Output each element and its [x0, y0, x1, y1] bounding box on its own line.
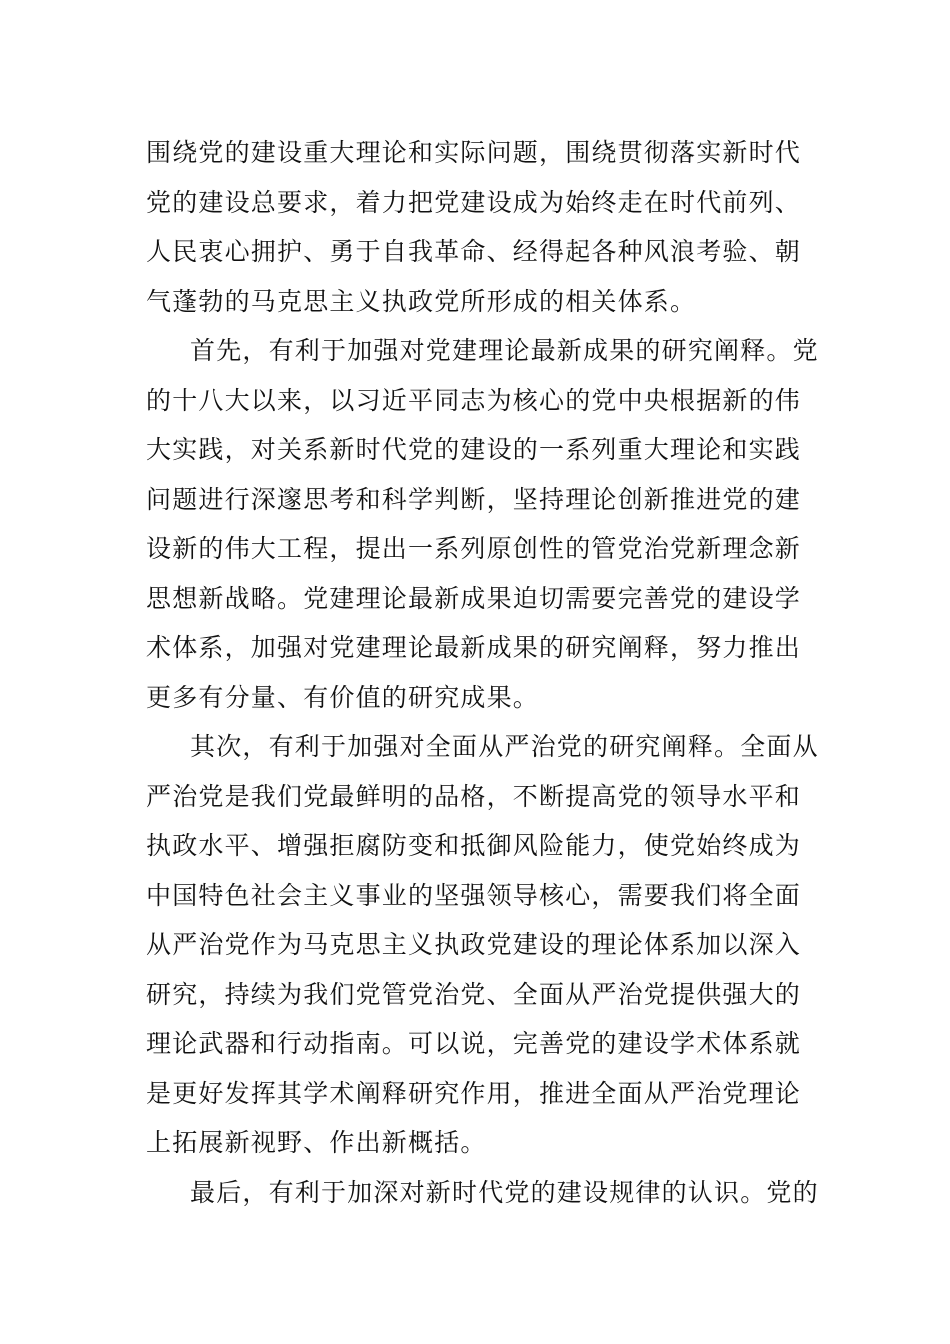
paragraph-1: [146, 128, 811, 326]
text-line: 是更好发挥其学术阐释研究作用，推进全面从严治党理论: [146, 1078, 802, 1108]
text-line: 气蓬勃的马克思主义执政党所形成的相关体系。: [146, 286, 697, 316]
text-line: 设新的伟大工程，提出一系列原创性的管党治党新理念新: [146, 534, 802, 563]
text-line: 大实践，对关系新时代党的建设的一系列重大理论和实践: [146, 435, 802, 464]
text-line: 术体系，加强对党建理论最新成果的研究阐释，努力推出: [146, 633, 802, 662]
text-line: 上拓展新视野、作出新概括。: [146, 1128, 487, 1157]
text-line: 问题进行深邃思考和科学判断，坚持理论创新推进党的建: [146, 484, 802, 514]
text-line: 首先，有利于加强对党建理论最新成果的研究阐释。党: [190, 336, 819, 365]
text-line: 围绕党的建设重大理论和实际问题，围绕贯彻落实新时代: [146, 138, 802, 167]
text-line: 其次，有利于加强对全面从严治党的研究阐释。全面从: [190, 732, 819, 761]
text-line: 执政水平、增强拒腐防变和抵御风险能力，使党始终成为: [146, 831, 802, 860]
text-line: 更多有分量、有价值的研究成果。: [146, 682, 540, 712]
text-line: 思想新战略。党建理论最新成果迫切需要完善党的建设学: [146, 583, 802, 613]
text-line: 严治党是我们党最鲜明的品格，不断提高党的领导水平和: [146, 781, 802, 811]
text-line: 最后，有利于加深对新时代党的建设规律的认识。党的: [190, 1177, 819, 1207]
text-line: 中国特色社会主义事业的坚强领导核心，需要我们将全面: [146, 880, 802, 910]
paragraph-4: [146, 1168, 819, 1218]
text-line: 理论武器和行动指南。可以说，完善党的建设学术体系就: [146, 1029, 802, 1058]
document-body: [146, 128, 819, 1217]
text-line: 从严治党作为马克思主义执政党建设的理论体系加以深入: [146, 930, 802, 959]
paragraph-3: [146, 722, 819, 1168]
text-line: 的十八大以来，以习近平同志为核心的党中央根据新的伟: [146, 385, 802, 415]
paragraph-2: [146, 326, 819, 722]
text-line: 党的建设总要求，着力把党建设成为始终走在时代前列、: [146, 187, 802, 217]
text-line: 研究，持续为我们党管党治党、全面从严治党提供强大的: [146, 979, 802, 1009]
text-line: 人民衷心拥护、勇于自我革命、经得起各种风浪考验、朝: [146, 237, 802, 266]
